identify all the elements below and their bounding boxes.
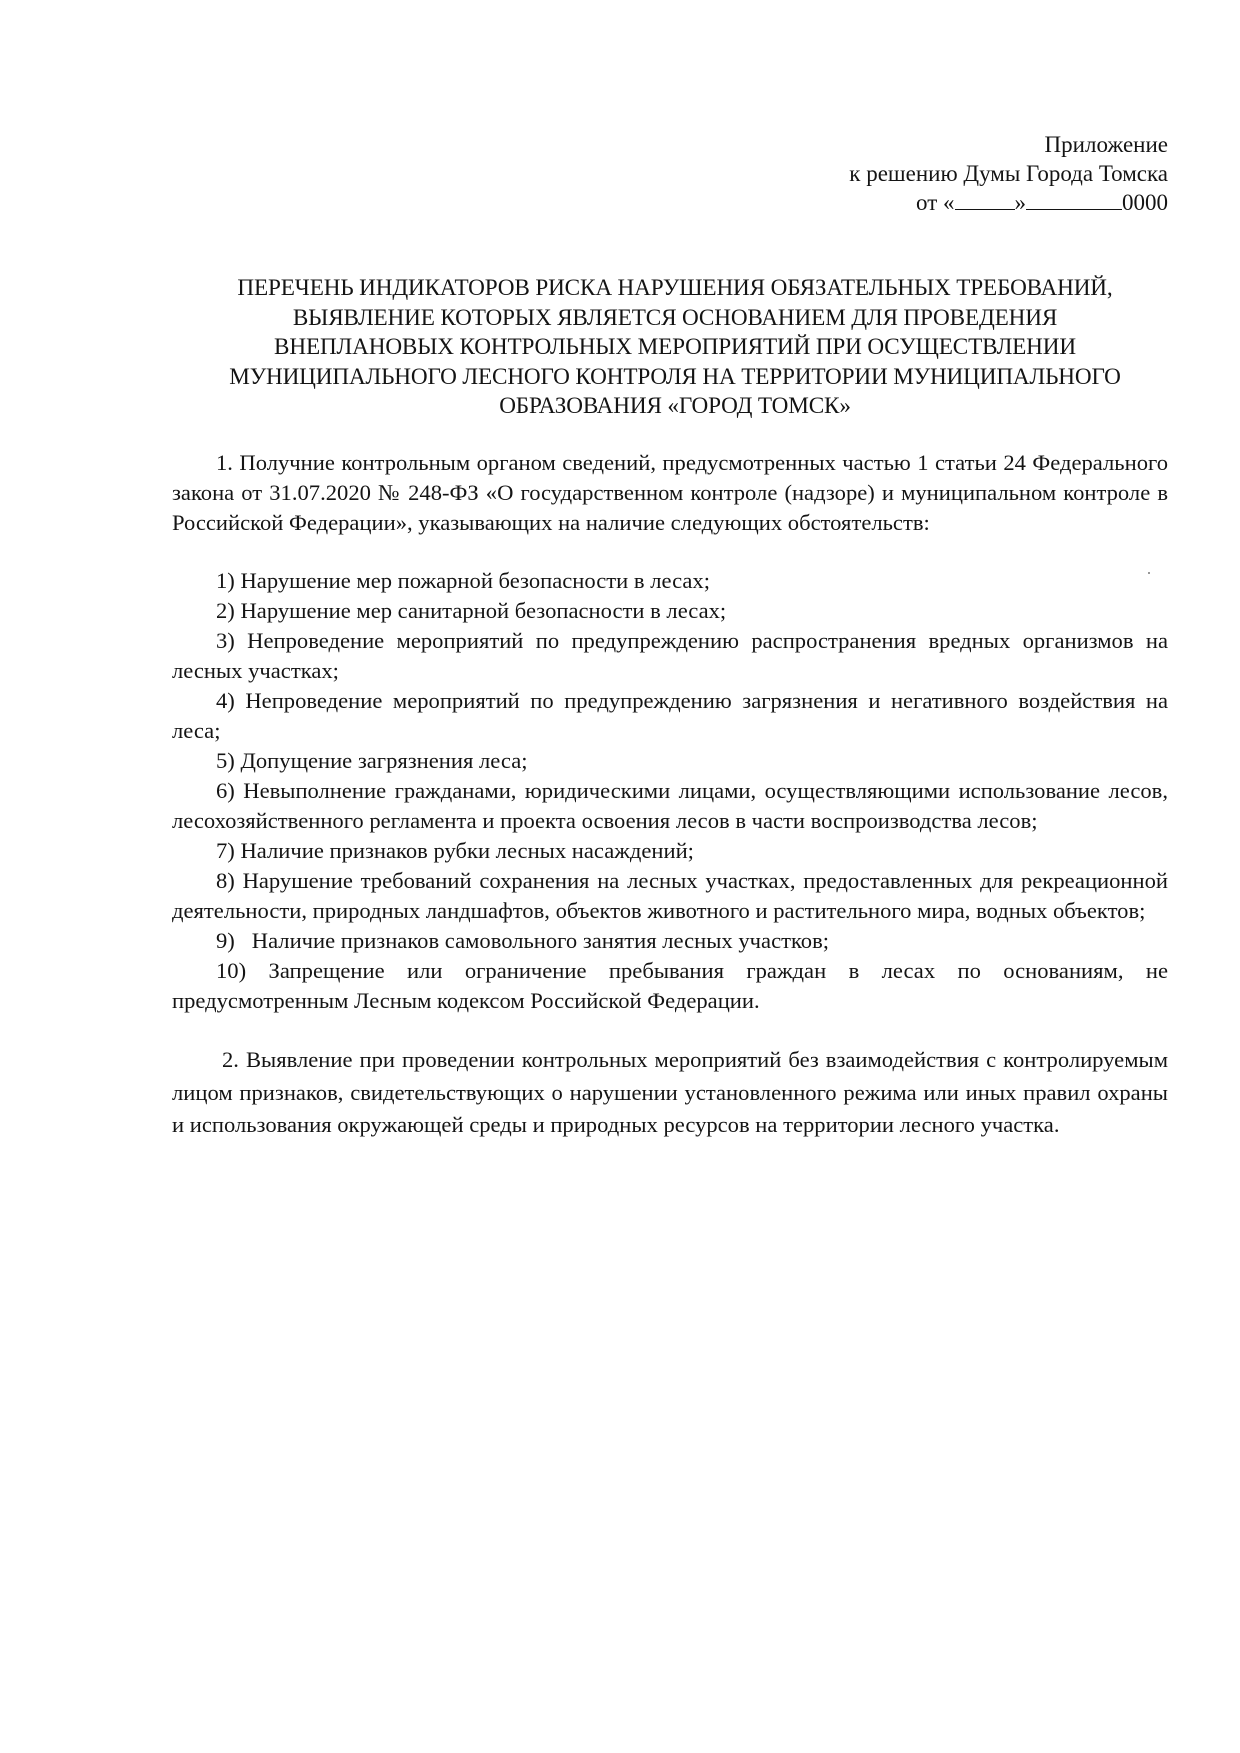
document-title bbox=[180, 274, 1170, 422]
list-item: 8) Нарушение требований сохранения на лесных участках, предоставленных для рекреационной деятельности, природных ландшафтов, объектов животного и растительного мира, водных объектов; bbox=[172, 868, 1168, 923]
title-line: ПЕРЕЧЕНЬ ИНДИКАТОРОВ РИСКА НАРУШЕНИЯ ОБЯЗАТЕЛЬНЫХ ТРЕБОВАНИЙ, bbox=[237, 275, 1113, 301]
list-item: 4) Непроведение мероприятий по предупреждению загрязнения и негативного воздействия на леса; bbox=[172, 688, 1168, 743]
scan-speck bbox=[1148, 572, 1150, 574]
section-1-paragraph: 1. Получние контрольным органом сведений, предусмотренных частью 1 статьи 24 Федерального закона от 31.07.2020 № 248-ФЗ «О государственном контроле (надзоре) и муниципальном контроле в Российской Федерации», указывающих на наличие следующих обстоятельств: bbox=[172, 450, 1168, 535]
decision-date-line bbox=[650, 188, 1168, 217]
section-2-paragraph: 2. Выявление при проведении контрольных мероприятий без взаимодействия с контролируемым лицом признаков, свидетельствующих о нарушении установленного режима или иных правил охраны и использования окружающей среды и природных ресурсов на территории лесного участка. bbox=[172, 1047, 1168, 1137]
list-item: 10) Запрещение или ограничение пребывания граждан в лесах по основаниям, не предусмотренным Лесным кодексом Российской Федерации. bbox=[172, 958, 1168, 1013]
list-item: 3) Непроведение мероприятий по предупреждению распространения вредных организмов на лесных участках; bbox=[172, 628, 1168, 683]
document-body bbox=[172, 448, 1168, 1142]
list-item: 7) Наличие признаков рубки лесных насаждений; bbox=[216, 838, 694, 863]
title-line: ОБРАЗОВАНИЯ «ГОРОД ТОМСК» bbox=[499, 393, 851, 419]
list-item: 1) Нарушение мер пожарной безопасности в лесах; bbox=[216, 568, 710, 593]
title-line: ВЫЯВЛЕНИЕ КОТОРЫХ ЯВЛЯЕТСЯ ОСНОВАНИЕМ ДЛЯ ПРОВЕДЕНИЯ bbox=[292, 304, 1058, 331]
date-year: 0000 bbox=[1122, 190, 1168, 215]
appendix-header bbox=[650, 130, 1168, 217]
list-item: 5) Допущение загрязнения леса; bbox=[216, 748, 528, 773]
title-line: МУНИЦИПАЛЬНОГО ЛЕСНОГО КОНТРОЛЯ НА ТЕРРИТОРИИ МУНИЦИПАЛЬНОГО bbox=[229, 363, 1121, 390]
list-item: 6) Невыполнение гражданами, юридическими лицами, осуществляющими использование лесов, лесохозяйственного регламента и проекта освоения лесов в части воспроизводства лесов; bbox=[172, 778, 1168, 833]
decision-reference: к решению Думы Города Томска bbox=[849, 161, 1168, 186]
risk-indicators-list bbox=[172, 566, 1168, 1016]
date-day-blank bbox=[955, 189, 1015, 210]
date-month-blank bbox=[1026, 189, 1122, 210]
title-line: ВНЕПЛАНОВЫХ КОНТРОЛЬНЫХ МЕРОПРИЯТИЙ ПРИ ОСУЩЕСТВЛЕНИИ bbox=[274, 334, 1076, 360]
appendix-label: Приложение bbox=[1044, 132, 1168, 157]
date-middle: » bbox=[1014, 190, 1026, 215]
date-prefix: от « bbox=[916, 190, 955, 215]
list-item: 2) Нарушение мер санитарной безопасности в лесах; bbox=[216, 598, 727, 623]
list-item: 9) Наличие признаков самовольного занятия лесных участков; bbox=[216, 928, 830, 953]
